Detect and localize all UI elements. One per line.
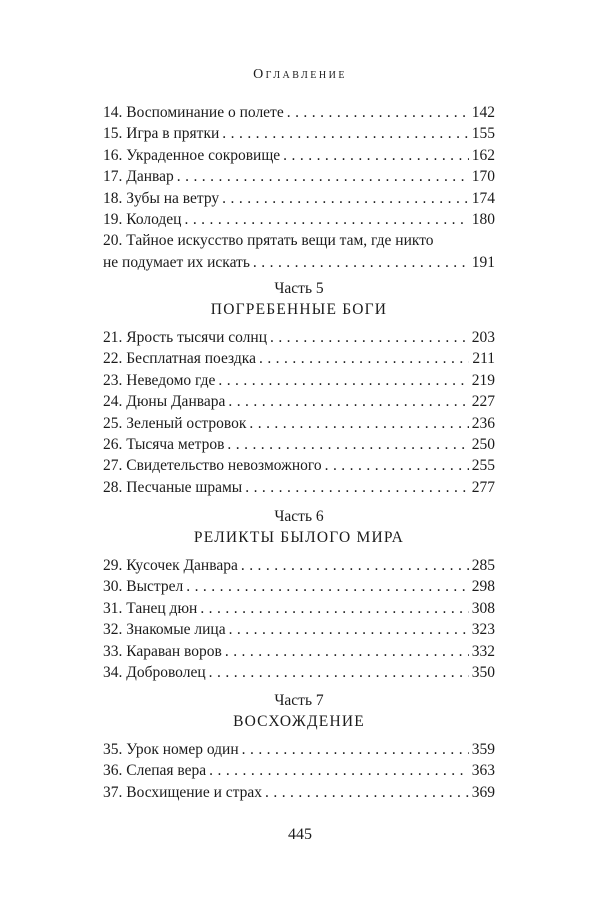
entry-title: 35. Урок номер один bbox=[103, 741, 239, 758]
toc-block-part-7 bbox=[103, 691, 495, 803]
entry-title: 27. Свидетельство невозможного bbox=[103, 457, 322, 475]
entry-page: 174 bbox=[471, 189, 495, 207]
leader-dots bbox=[227, 434, 468, 455]
toc-entry bbox=[103, 555, 495, 576]
entry-page: 359 bbox=[471, 741, 495, 758]
toc-entry bbox=[103, 209, 495, 230]
entry-title: 34. Доброволец bbox=[103, 663, 206, 681]
part-label: Часть 6 bbox=[274, 508, 324, 525]
entry-page: 142 bbox=[471, 104, 495, 121]
toc-entry bbox=[103, 619, 495, 640]
toc-block-part-6 bbox=[103, 507, 495, 683]
entry-title: 18. Зубы на ветру bbox=[103, 189, 220, 207]
entry-page: 236 bbox=[471, 414, 495, 432]
entry-page: 170 bbox=[471, 168, 495, 186]
leader-dots bbox=[209, 662, 469, 683]
leader-dots bbox=[245, 477, 469, 498]
toc-entry bbox=[103, 662, 495, 683]
entry-title: 26. Тысяча метров bbox=[103, 435, 225, 453]
entry-page: 363 bbox=[471, 762, 495, 780]
part-heading bbox=[103, 279, 495, 321]
toc-entry bbox=[103, 166, 495, 187]
toc-entry bbox=[103, 102, 495, 123]
running-head: Оглавление bbox=[253, 67, 347, 82]
entry-page: 332 bbox=[471, 642, 495, 660]
entry-page: 285 bbox=[471, 557, 495, 574]
leader-dots bbox=[259, 348, 469, 369]
leader-dots bbox=[265, 782, 469, 803]
leader-dots bbox=[186, 576, 469, 597]
entry-title: 32. Знакомые лица bbox=[103, 621, 226, 639]
entry-title: 29. Кусочек Данвара bbox=[103, 557, 238, 574]
entry-title: 37. Восхищение и страх bbox=[103, 783, 262, 801]
entry-page: 369 bbox=[471, 783, 495, 801]
leader-dots bbox=[225, 641, 469, 662]
entry-title: 31. Танец дюн bbox=[103, 599, 198, 617]
entry-title: 17. Данвар bbox=[103, 168, 174, 186]
toc-entry-multiline bbox=[103, 230, 495, 273]
entry-title: 21. Ярость тысячи солнц bbox=[103, 329, 267, 346]
entry-page: 350 bbox=[471, 663, 495, 681]
entry-page: 211 bbox=[472, 350, 495, 368]
entry-title: 15. Игра в прятки bbox=[103, 125, 220, 143]
entry-page: 203 bbox=[471, 329, 495, 346]
leader-dots bbox=[241, 555, 469, 576]
part-title: ВОСХОЖДЕНИЕ bbox=[233, 713, 365, 730]
entry-title: 19. Колодец bbox=[103, 210, 182, 228]
part-label: Часть 7 bbox=[274, 692, 324, 709]
part-label: Часть 5 bbox=[274, 280, 324, 297]
toc-entry bbox=[103, 598, 495, 619]
leader-dots bbox=[218, 370, 468, 391]
leader-dots bbox=[228, 391, 468, 412]
entry-page: 308 bbox=[471, 599, 495, 617]
toc-block-part-5 bbox=[103, 279, 495, 498]
entry-title: 25. Зеленый островок bbox=[103, 414, 247, 432]
leader-dots bbox=[200, 598, 468, 619]
entry-page: 277 bbox=[471, 478, 495, 496]
leader-dots bbox=[222, 188, 469, 209]
entry-title: 30. Выстрел bbox=[103, 578, 184, 596]
leader-dots bbox=[287, 102, 469, 123]
leader-dots bbox=[249, 413, 468, 434]
toc-entry bbox=[103, 477, 495, 498]
toc-entry bbox=[103, 327, 495, 348]
toc-entry bbox=[103, 123, 495, 144]
toc-entry bbox=[103, 782, 495, 803]
entry-title: 22. Бесплатная поездка bbox=[103, 350, 256, 368]
toc-entry bbox=[103, 434, 495, 455]
entry-title: 36. Слепая вера bbox=[103, 762, 207, 780]
entry-title: 33. Караван воров bbox=[103, 642, 222, 660]
entry-page: 323 bbox=[471, 621, 495, 639]
entry-line2 bbox=[103, 252, 495, 273]
toc-entry bbox=[103, 188, 495, 209]
part-title: ПОГРЕБЕННЫЕ БОГИ bbox=[210, 301, 388, 318]
leader-dots bbox=[270, 327, 469, 348]
entry-page: 227 bbox=[471, 393, 495, 411]
toc-entry bbox=[103, 145, 495, 166]
leader-dots bbox=[253, 252, 469, 273]
leader-dots bbox=[209, 760, 469, 781]
toc-entry bbox=[103, 739, 495, 760]
entry-page: 191 bbox=[471, 253, 495, 271]
leader-dots bbox=[184, 209, 468, 230]
entry-title-line2: не подумает их искать bbox=[103, 253, 250, 271]
entry-title: 28. Песчаные шрамы bbox=[103, 478, 243, 496]
part-heading bbox=[103, 507, 495, 549]
leader-dots bbox=[177, 166, 469, 187]
entry-page: 155 bbox=[471, 125, 495, 143]
entry-page: 298 bbox=[471, 578, 495, 596]
leader-dots bbox=[242, 739, 469, 760]
leader-dots bbox=[222, 123, 468, 144]
toc-entry bbox=[103, 760, 495, 781]
toc-block-part-4 bbox=[103, 102, 495, 273]
entry-title: 16. Украденное сокровище bbox=[103, 146, 281, 164]
entry-page: 162 bbox=[471, 146, 495, 164]
part-title: РЕЛИКТЫ БЫЛОГО МИРА bbox=[193, 529, 405, 546]
entry-title-line1: 20. Тайное искусство прятать вещи там, где никто bbox=[103, 232, 434, 250]
entry-page: 219 bbox=[471, 371, 495, 389]
entry-title: 23. Неведомо где bbox=[103, 371, 216, 389]
entry-title: 14. Воспоминание о полете bbox=[103, 104, 284, 121]
toc-entry bbox=[103, 576, 495, 597]
entry-page: 255 bbox=[471, 457, 495, 475]
toc-entry bbox=[103, 391, 495, 412]
entry-title: 24. Дюны Данвара bbox=[103, 393, 226, 411]
toc-entry bbox=[103, 455, 495, 476]
leader-dots bbox=[325, 455, 469, 476]
part-heading bbox=[103, 691, 495, 733]
toc-entry bbox=[103, 641, 495, 662]
leader-dots bbox=[229, 619, 469, 640]
toc-entry bbox=[103, 348, 495, 369]
toc-entry bbox=[103, 413, 495, 434]
entry-page: 180 bbox=[471, 210, 495, 228]
toc-entry bbox=[103, 370, 495, 391]
entry-page: 250 bbox=[471, 435, 495, 453]
leader-dots bbox=[283, 145, 469, 166]
page-number: 445 bbox=[288, 826, 312, 843]
